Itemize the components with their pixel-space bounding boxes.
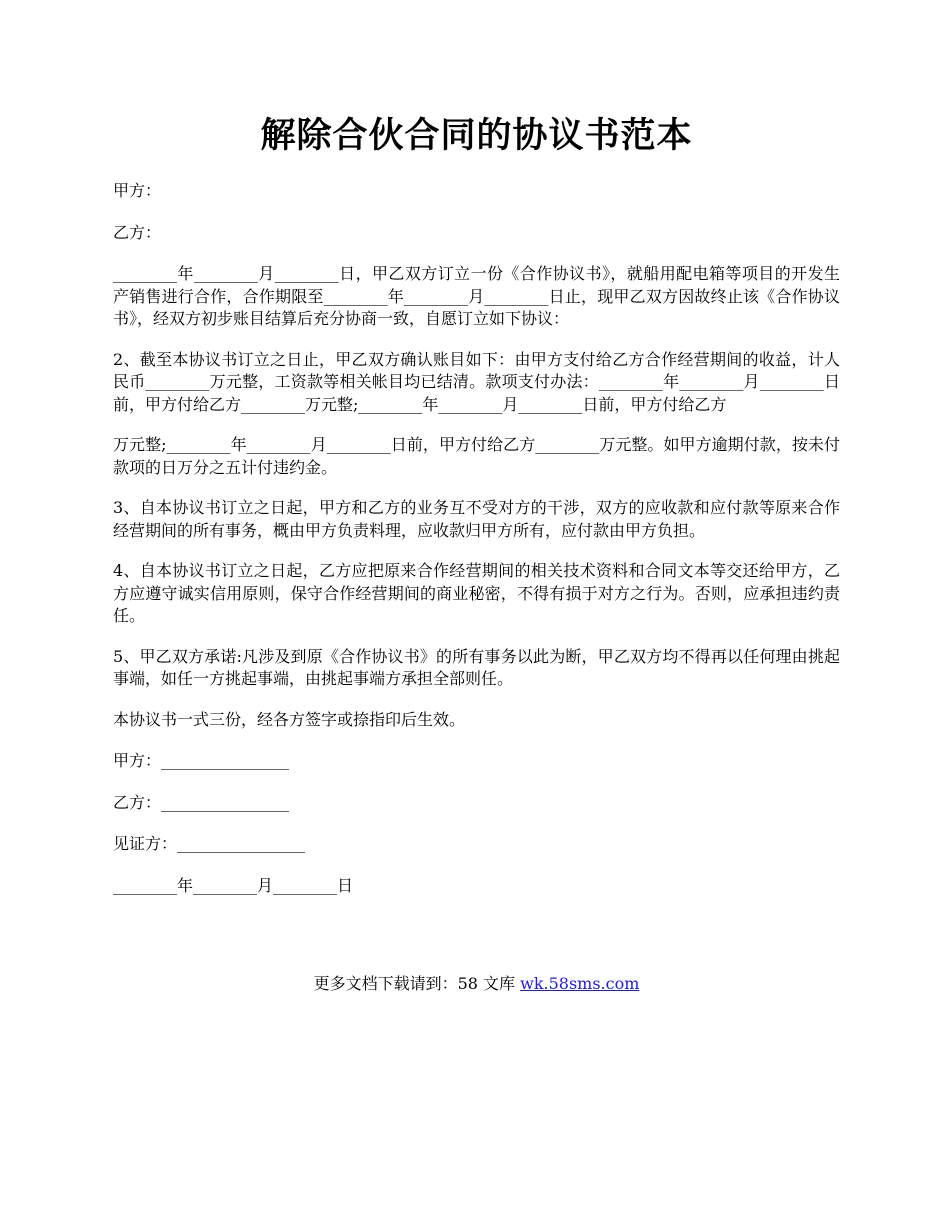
signature-party-b: 乙方：________________ — [113, 792, 290, 812]
clause-5-paragraph: 5、甲乙双方承诺:凡涉及到原《合作协议书》的所有事务以此为断，甲乙双方均不得再以任何理由挑起事端，如任一方挑起事端，由挑起事端方承担全部则任。 — [113, 646, 840, 688]
signature-date: ________年________月________日 — [113, 875, 354, 895]
signature-witness: 见证方：________________ — [113, 834, 306, 853]
copies-statement: 本协议书一式三份，经各方签字或捺指印后生效。 — [113, 709, 466, 729]
clause-2-paragraph: 2、截至本协议书订立之日止，甲乙双方确认账目如下：由甲方支付给乙方合作经营期间的收益，计人民币________万元整，工资款等相关帐目均已结清。款项支付办法：________年________月________日前，甲方付给乙方________万元整;________年________月________日前，甲方付给乙方 — [113, 349, 840, 414]
party-b-line: 乙方： — [113, 222, 162, 242]
download-footer — [113, 972, 840, 996]
document-title: 解除合伙合同的协议书范本 — [260, 115, 693, 156]
intro-paragraph: ________年________月________日，甲乙双方订立一份《合作协议书》，就船用配电箱等项目的开发生产销售进行合作，合作期限至________年________月________日止，现甲乙双方因故终止该《合作协议书》，经双方初步账目结算后充分协商一致，自愿订立如下协议： — [113, 264, 840, 328]
clause-3-paragraph: 3、自本协议书订立之日起，甲方和乙方的业务互不受对方的干涉，双方的应收款和应付款等原来合作经营期间的所有事务，概由甲方负责料理，应收款归甲方所有，应付款由甲方负担。 — [113, 498, 840, 540]
signature-party-a: 甲方：________________ — [113, 751, 290, 770]
party-a-line: 甲方： — [113, 181, 162, 200]
document-body — [113, 180, 840, 916]
footer-text: 更多文档下载请到：58 文库 — [313, 974, 521, 993]
clause-2-continued-paragraph: 万元整;________年________月________日前，甲方付给乙方________万元整。如甲方逾期付款，按未付款项的日万分之五计付违约金。 — [113, 435, 840, 477]
footer-link[interactable]: wk.58sms.com — [520, 974, 640, 993]
clause-4-paragraph: 4、自本协议书订立之日起，乙方应把原来合作经营期间的相关技术资料和合同文本等交还给甲方，乙方应遵守诚实信用原则，保守合作经营期间的商业秘密，不得有损于对方之行为。否则，应承担违约责任。 — [113, 561, 840, 625]
